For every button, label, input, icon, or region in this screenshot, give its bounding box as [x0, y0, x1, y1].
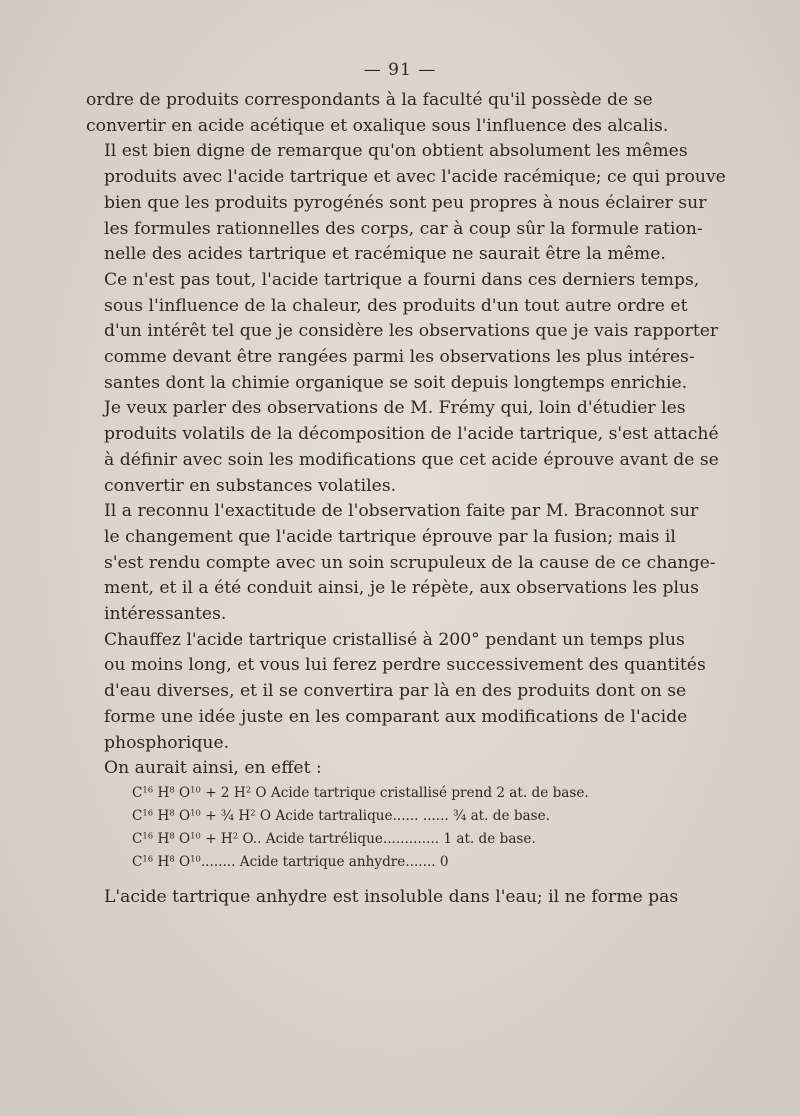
formula-row: $C^{16}$ $H^8$ $O^{10}$ + ¾ $H^2$ O Acide tartralique...... ...... ¾ at. de base.: [132, 807, 550, 824]
text-line: santes dont la chimie organique se soit depuis longtemps enrichie.: [104, 372, 688, 393]
text-line: bien que les produits pyrogénés sont peu propres à nous éclairer sur: [104, 192, 707, 213]
text-line: Je veux parler des observations de M. Frémy qui, loin d'étudier les: [104, 398, 686, 419]
page-number: — 91 —: [363, 60, 437, 80]
text-line: le changement que l'acide tartrique éprouve par la fusion; mais il: [104, 526, 676, 547]
text-line: ment, et il a été conduit ainsi, je le répète, aux observations les plus: [104, 578, 699, 599]
paragraph: [86, 628, 706, 757]
paragraph: [86, 499, 716, 628]
text-line: sous l'influence de la chaleur, des produits d'un tout autre ordre et: [104, 295, 688, 316]
text-line: s'est rendu compte avec un soin scrupuleux de la cause de ce change-: [104, 552, 716, 573]
text-line: forme une idée juste en les comparant aux modifications de l'acide: [104, 706, 688, 727]
formula-row: $C^{16}$ $H^8$ $O^{10} + 2$ $H^2$ O Acide tartrique cristallisé prend 2 at. de base.: [132, 784, 589, 801]
text-line: Il est bien digne de remarque qu'on obtient absolument les mêmes: [104, 141, 688, 162]
formula-label: Acide tartrélique............. 1 at. de base.: [265, 831, 536, 847]
text-line: à définir avec soin les modifications que cet acide éprouve avant de se: [104, 449, 719, 470]
paragraph: [86, 139, 726, 268]
formula-row: $C^{16}$ $H^8$ $O^{10}$........ Acide tartrique anhydre....... 0: [132, 853, 449, 870]
formula-row: $C^{16}$ $H^8$ $O^{10} + H^2$ O.. Acide tartrélique............. 1 at. de base.: [132, 830, 536, 847]
text-line: comme devant être rangées parmi les observations les plus intéres-: [104, 347, 695, 368]
text-line: Chauffez l'acide tartrique cristallisé à 200° pendant un temps plus: [104, 629, 685, 650]
text-line: phosphorique.: [104, 732, 230, 753]
formula-label: Acide tartrique cristallisé prend 2 at. de base.: [270, 785, 589, 801]
formula-label: Acide tartrique anhydre....... 0: [239, 854, 449, 870]
formula-label: Acide tartralique...... ...... ¾ at. de base.: [275, 808, 550, 824]
text-line: ou moins long, et vous lui ferez perdre successivement des quantités: [104, 655, 706, 676]
formula-list: [132, 782, 602, 874]
paragraph: [86, 756, 652, 782]
text-line: ordre de produits correspondants à la faculté qu'il possède de se: [86, 90, 653, 110]
paragraph: [86, 396, 719, 499]
text-line: convertir en substances volatiles.: [104, 475, 397, 496]
text-line: On aurait ainsi, en effet :: [104, 758, 322, 779]
text-line: convertir en acide acétique et oxalique sous l'influence des alcalis.: [86, 115, 669, 136]
paragraph: [86, 268, 719, 397]
closing-line: L'acide tartrique anhydre est insoluble dans l'eau; il ne forme pas: [104, 887, 679, 907]
text-line: intéressantes.: [104, 604, 227, 625]
text-line: d'un intérêt tel que je considère les observations que je vais rapporter: [104, 321, 719, 342]
body-text: [86, 88, 726, 782]
text-line: les formules rationnelles des corps, car à coup sûr la formule ration-: [104, 218, 703, 239]
text-line: Ce n'est pas tout, l'acide tartrique a fourni dans ces derniers temps,: [104, 269, 700, 290]
text-line: d'eau diverses, et il se convertira par là en des produits dont on se: [104, 681, 687, 702]
paragraph: [86, 88, 669, 139]
text-line: Il a reconnu l'exactitude de l'observation faite par M. Braconnot sur: [104, 501, 699, 522]
text-line: produits volatils de la décomposition de l'acide tartrique, s'est attaché: [104, 424, 719, 445]
text-line: produits avec l'acide tartrique et avec l'acide racémique; ce qui prouve: [104, 167, 726, 188]
text-line: nelle des acides tartrique et racémique ne saurait être la même.: [104, 244, 666, 265]
